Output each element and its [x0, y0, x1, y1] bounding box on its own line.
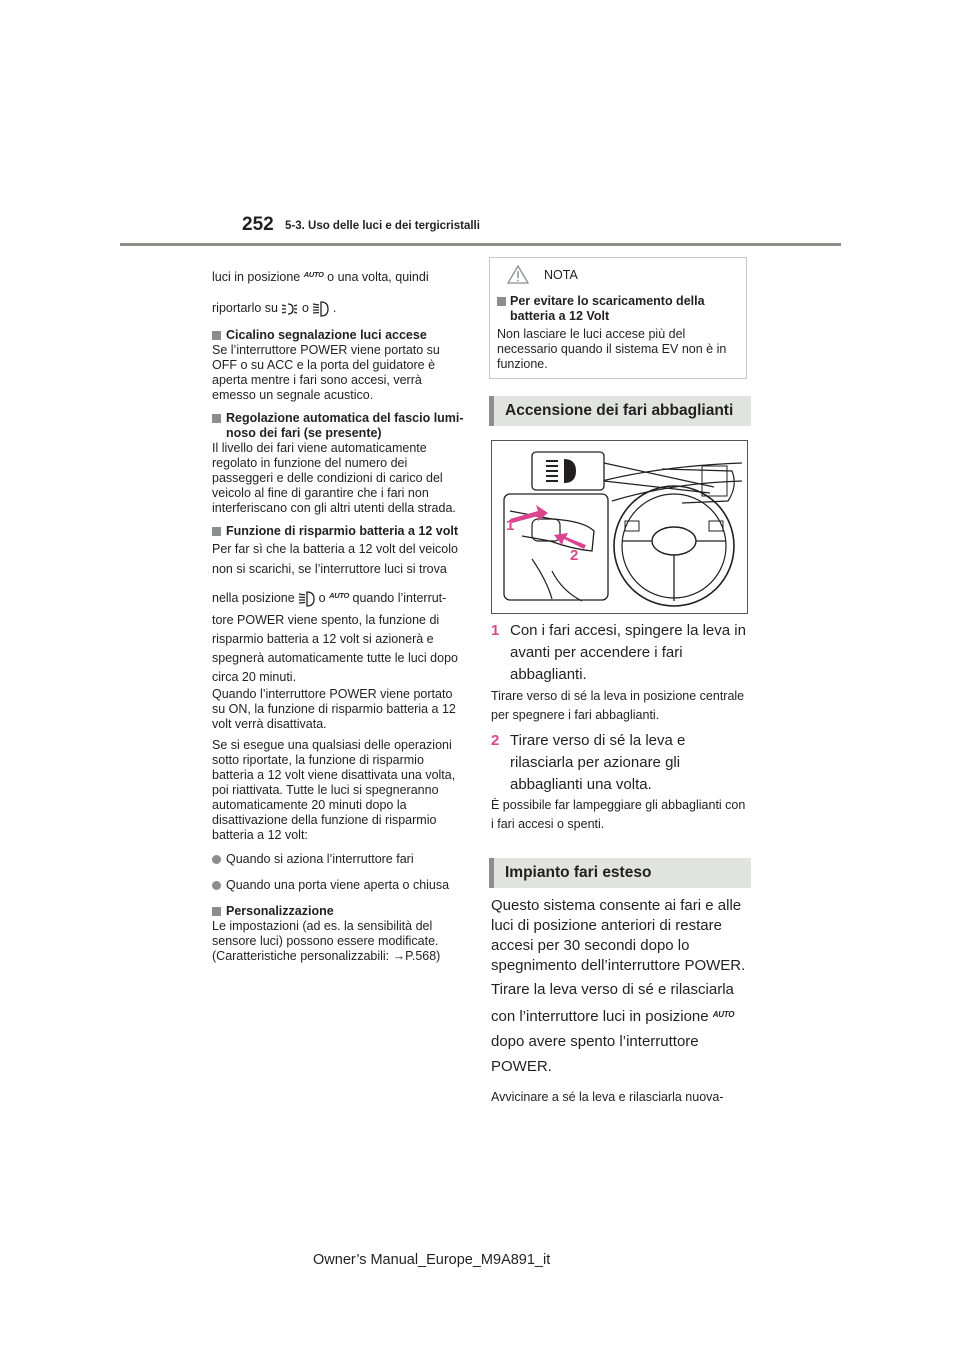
step-text: Con i fari accesi, spingere la leva in avanti per accendere i fari abbaglianti. [510, 622, 746, 683]
paragraph-avvicinare: Avvicinare a sé la leva e rilasciarla nuova- [491, 1090, 724, 1104]
heading-cicalino: Cicalino segnalazione luci accese [212, 328, 466, 343]
page-number: 252 [242, 214, 274, 235]
text-fragment: luci in posizione [212, 270, 301, 284]
dashboard-illustration [492, 441, 746, 612]
headlight-icon [298, 591, 315, 607]
headlight-icon [312, 301, 329, 317]
section-title: 5-3. Uso delle luci e dei tergicristalli [285, 220, 480, 232]
continued-text [212, 264, 466, 288]
bullet-porta: Quando una porta viene aperta o chiusa [212, 878, 466, 893]
paragraph-risparmio-a: Per far sì che la batteria a 12 volt del veicolo non si scarichi, se l’interruttore luci si trova [212, 542, 458, 576]
text-fragment: quando l’interrut- [352, 591, 447, 605]
step-number: 2 [491, 732, 500, 749]
nota-text: Non lasciare le luci accese più del necessario quando il sistema EV non è in funzione. [497, 327, 727, 371]
text-fragment: o [318, 591, 326, 605]
text-fragment: dopo avere spento l’interruttore POWER. [491, 1033, 699, 1075]
paragraph-regolazione: Il livello dei fari viene automaticamente regolato in funzione del numero dei passeggeri e delle condizioni di carico del veicolo al fine di garantire che i fari non interferiscano con gli altri utenti della strada. [212, 441, 456, 515]
heading-risparmio: Funzione di risparmio batteria a 12 volt [212, 524, 466, 539]
heading-regolazione [212, 411, 466, 441]
paragraph-fari-esteso: Questo sistema consente ai fari e alle luci di posizione anteriori di restare accesi per 30 secondi dopo lo spegnimento dell’interruttore POWER. [491, 897, 746, 974]
paragraph-risparmio-c: tore POWER viene spento, la funzione di risparmio batteria a 12 volt si azionerà e spegnerà automaticamente tutte le luci dopo circa 20 minuti. [212, 613, 458, 684]
text-fragment: o una volta, quindi [327, 270, 429, 284]
figure-label-2: 2 [570, 547, 579, 564]
heading-personalizzazione: Personalizzazione [212, 904, 466, 919]
bullet-interruttore: Quando si aziona l’interruttore fari [212, 852, 466, 867]
paragraph-cicalino: Se l’interruttore POWER viene portato su OFF o su ACC e la porta del guidatore è aperta mentre i fari sono accesi, verrà emesso un segnale acustico. [212, 343, 440, 402]
step-number: 1 [491, 622, 500, 639]
figure-label-1: 1 [506, 517, 515, 534]
high-beam-figure [491, 440, 748, 614]
left-column [212, 264, 466, 964]
auto-position-icon: AUTO [712, 1010, 735, 1019]
auto-position-icon: AUTO [303, 270, 324, 279]
step-text: Tirare verso di sé la leva e rilasciarla per azionare gli abbaglianti una volta. [510, 732, 686, 793]
nota-heading: Per evitare lo scaricamento della batteria a 12 Volt [497, 294, 741, 324]
paragraph-personalizzazione: Le impostazioni (ad es. la sensibilità del sensore luci) possono essere modificate. (Caratteristiche personalizzabili: →P.568) [212, 919, 441, 963]
text-fragment: nella posizione [212, 591, 295, 605]
heading-line: noso dei fari (se presente) [226, 426, 382, 440]
text-fragment: . [332, 301, 337, 315]
text-fragment: o [301, 301, 309, 315]
step-2-note: È possibile far lampeggiare gli abbaglianti con i fari accesi o spenti. [491, 798, 746, 831]
paragraph-leva [491, 977, 747, 1079]
paragraph-risparmio-b [212, 583, 466, 611]
paragraph-power-on: Quando l’interruttore POWER viene portato su ON, la funzione di risparmio batteria a 12 volt verrà disattivata. [212, 687, 456, 731]
heading-line: Regolazione automatica del fascio lumi- [226, 411, 464, 425]
text-fragment: riportarlo su [212, 301, 278, 315]
header-rule [120, 243, 841, 246]
warning-triangle-icon [507, 265, 529, 284]
sidelight-icon [281, 302, 298, 316]
section-band-abbaglianti: Accensione dei fari abbaglianti [489, 396, 751, 426]
text-fragment: Tirare la leva verso di sé e rilasciarla con l’interruttore luci in posizione [491, 981, 734, 1025]
auto-position-icon: AUTO [329, 591, 350, 600]
footer-manual-id: Owner’s Manual_Europe_M9A891_it [313, 1252, 551, 1268]
nota-title: NOTA [544, 268, 578, 282]
nota-box [489, 257, 747, 379]
paragraph-operazioni: Se si esegue una qualsiasi delle operazioni sotto riportate, la funzione di risparmio batteria a 12 volt viene disattivata una volta, poi riattivata. Tutte le luci si spegneranno automaticamente 20 minuti dopo la disattivazione della funzione di risparmio batteria a 12 volt: [212, 738, 456, 842]
section-band-fari-esteso: Impianto fari esteso [489, 858, 751, 888]
step-1-note: Tirare verso di sé la leva in posizione centrale per spegnere i fari abbaglianti. [491, 689, 745, 722]
continued-text-2 [212, 296, 466, 320]
